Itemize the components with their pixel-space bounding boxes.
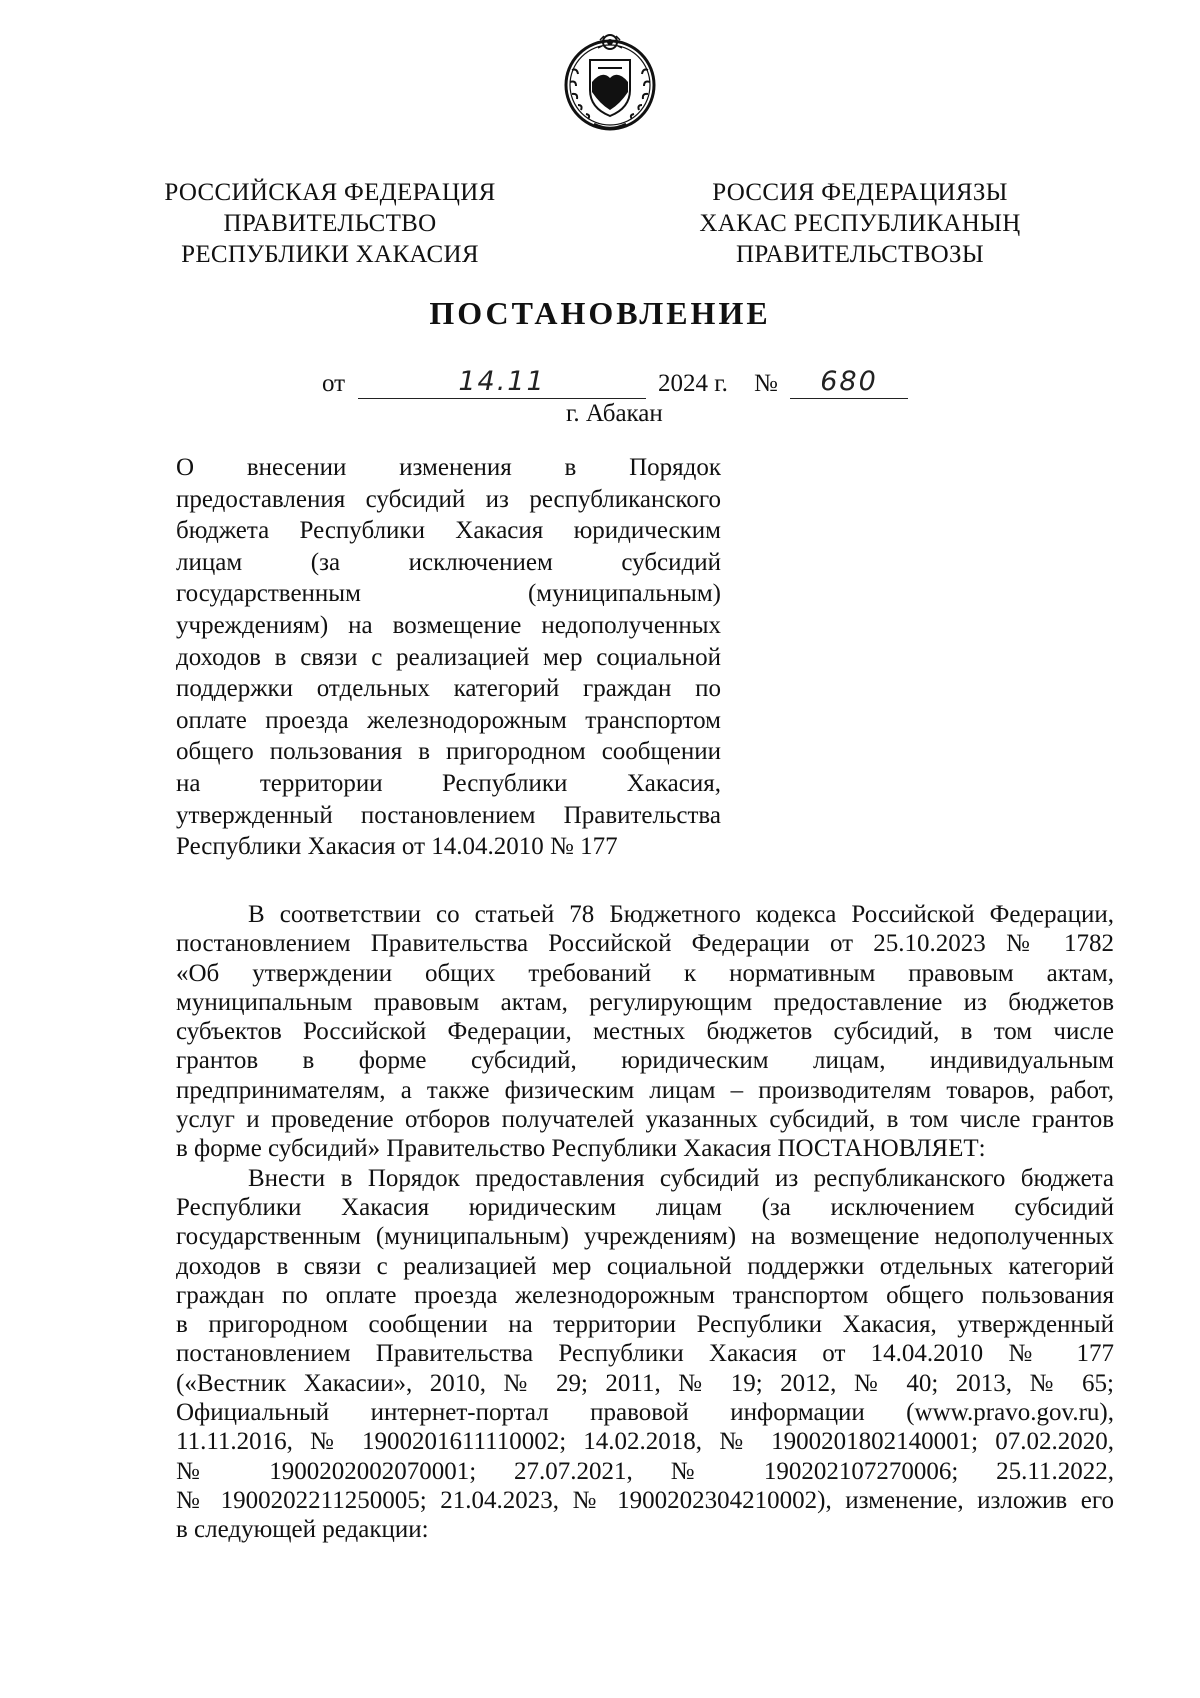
body-text — [176, 900, 1114, 1545]
paragraph2-line: постановлением Правительства Республики Хакасия от 14.04.2010 № 177 — [176, 1340, 1114, 1368]
paragraph1-line: грантов в форме субсидий, юридическим лицам, индивидуальным — [176, 1047, 1114, 1075]
coat-of-arms-emblem — [560, 30, 660, 136]
city-label: г. Абакан — [566, 400, 663, 427]
subject-line: бюджета Республики Хакасия юридическим — [176, 517, 721, 545]
paragraph2-line: Республики Хакасия юридическим лицам (за исключением субсидий — [176, 1193, 1114, 1221]
paragraph1-line: предпринимателям, а также физическим лицам – производителям товаров, работ, — [176, 1076, 1114, 1104]
header-right-line-2: ХАКАС РЕСПУБЛИКАНЫҢ — [699, 210, 1021, 237]
subject-line: лицам (за исключением субсидий — [176, 548, 721, 576]
header-khakas — [660, 177, 1060, 270]
subject-line: доходов в связи с реализацией мер социальной — [176, 643, 721, 671]
paragraph1-line: постановлением Правительства Российской Федерации от 25.10.2023 № 1782 — [176, 930, 1114, 958]
subject-block — [176, 452, 721, 863]
subject-line: государственным (муниципальным) — [176, 580, 721, 608]
handwritten-date: 14.11 — [358, 366, 646, 399]
number-sign: № — [754, 370, 778, 397]
year-label: 2024 г. — [658, 370, 728, 397]
paragraph2-line: граждан по оплате проезда железнодорожным транспортом общего пользования — [176, 1281, 1114, 1309]
paragraph1-line: в форме субсидий» Правительство Республики Хакасия ПОСТАНОВЛЯЕТ: — [176, 1135, 986, 1163]
header-left-line-2: ПРАВИТЕЛЬСТВО — [223, 210, 437, 237]
paragraph2-line: № 1900202211250005; 21.04.2023, № 1900202304210002), изменение, изложив его — [176, 1486, 1114, 1514]
paragraph2-line: Внести в Порядок предоставления субсидий из республиканского бюджета — [248, 1164, 1114, 1192]
paragraph2-line: доходов в связи с реализацией мер социальной поддержки отдельных категорий — [176, 1252, 1114, 1280]
document-title: ПОСТАНОВЛЕНИЕ — [429, 295, 771, 331]
date-prefix: от — [322, 370, 346, 397]
header-right-line-3: ПРАВИТЕЛЬСТВОЗЫ — [736, 241, 984, 268]
header-right-line-1: РОССИЯ ФЕДЕРАЦИЯЗЫ — [712, 179, 1008, 206]
paragraph2-line: («Вестник Хакасии», 2010, № 29; 2011, № 19; 2012, № 40; 2013, № 65; — [176, 1369, 1114, 1397]
subject-line: учреждениям) на возмещение недополученных — [176, 611, 721, 639]
header-left-line-3: РЕСПУБЛИКИ ХАКАСИЯ — [181, 241, 479, 268]
date-number-line — [322, 366, 942, 402]
paragraph2-line: 11.11.2016, № 1900201611110002; 14.02.2018, № 1900201802140001; 07.02.2020, — [176, 1428, 1114, 1456]
handwritten-number: 680 — [790, 366, 908, 399]
paragraph2-line: в пригородном сообщении на территории Республики Хакасия, утвержденный — [176, 1311, 1114, 1339]
paragraph1-line: муниципальным правовым актам, регулирующим предоставление из бюджетов — [176, 988, 1114, 1016]
paragraph2-line: государственным (муниципальным) учреждениям) на возмещение недополученных — [176, 1223, 1114, 1251]
paragraph1-line: «Об утверждении общих требований к нормативным правовым актам, — [176, 959, 1114, 987]
subject-line: оплате проезда железнодорожным транспортом — [176, 706, 721, 734]
subject-line: Республики Хакасия от 14.04.2010 № 177 — [176, 833, 618, 861]
subject-line: на территории Республики Хакасия, — [176, 769, 721, 797]
header-left-line-1: РОССИЙСКАЯ ФЕДЕРАЦИЯ — [164, 179, 496, 206]
subject-line: предоставления субсидий из республиканского — [176, 485, 721, 513]
paragraph1-line: субъектов Российской Федерации, местных бюджетов субсидий, в том числе — [176, 1018, 1114, 1046]
subject-line: общего пользования в пригородном сообщении — [176, 738, 721, 766]
header-russian — [130, 177, 530, 270]
paragraph1-line: услуг и проведение отборов получателей указанных субсидий, в том числе грантов — [176, 1106, 1114, 1134]
subject-line: утвержденный постановлением Правительства — [176, 801, 721, 829]
subject-line: О внесении изменения в Порядок — [176, 454, 721, 481]
subject-line: поддержки отдельных категорий граждан по — [176, 675, 721, 703]
paragraph2-line: Официальный интернет-портал правовой информации (www.pravo.gov.ru), — [176, 1399, 1114, 1427]
paragraph2-line: № 1900202002070001; 27.07.2021, № 190202107270006; 25.11.2022, — [176, 1457, 1114, 1485]
paragraph2-line: в следующей редакции: — [176, 1516, 429, 1544]
paragraph1-line: В соответствии со статьей 78 Бюджетного кодекса Российской Федерации, — [248, 901, 1114, 928]
